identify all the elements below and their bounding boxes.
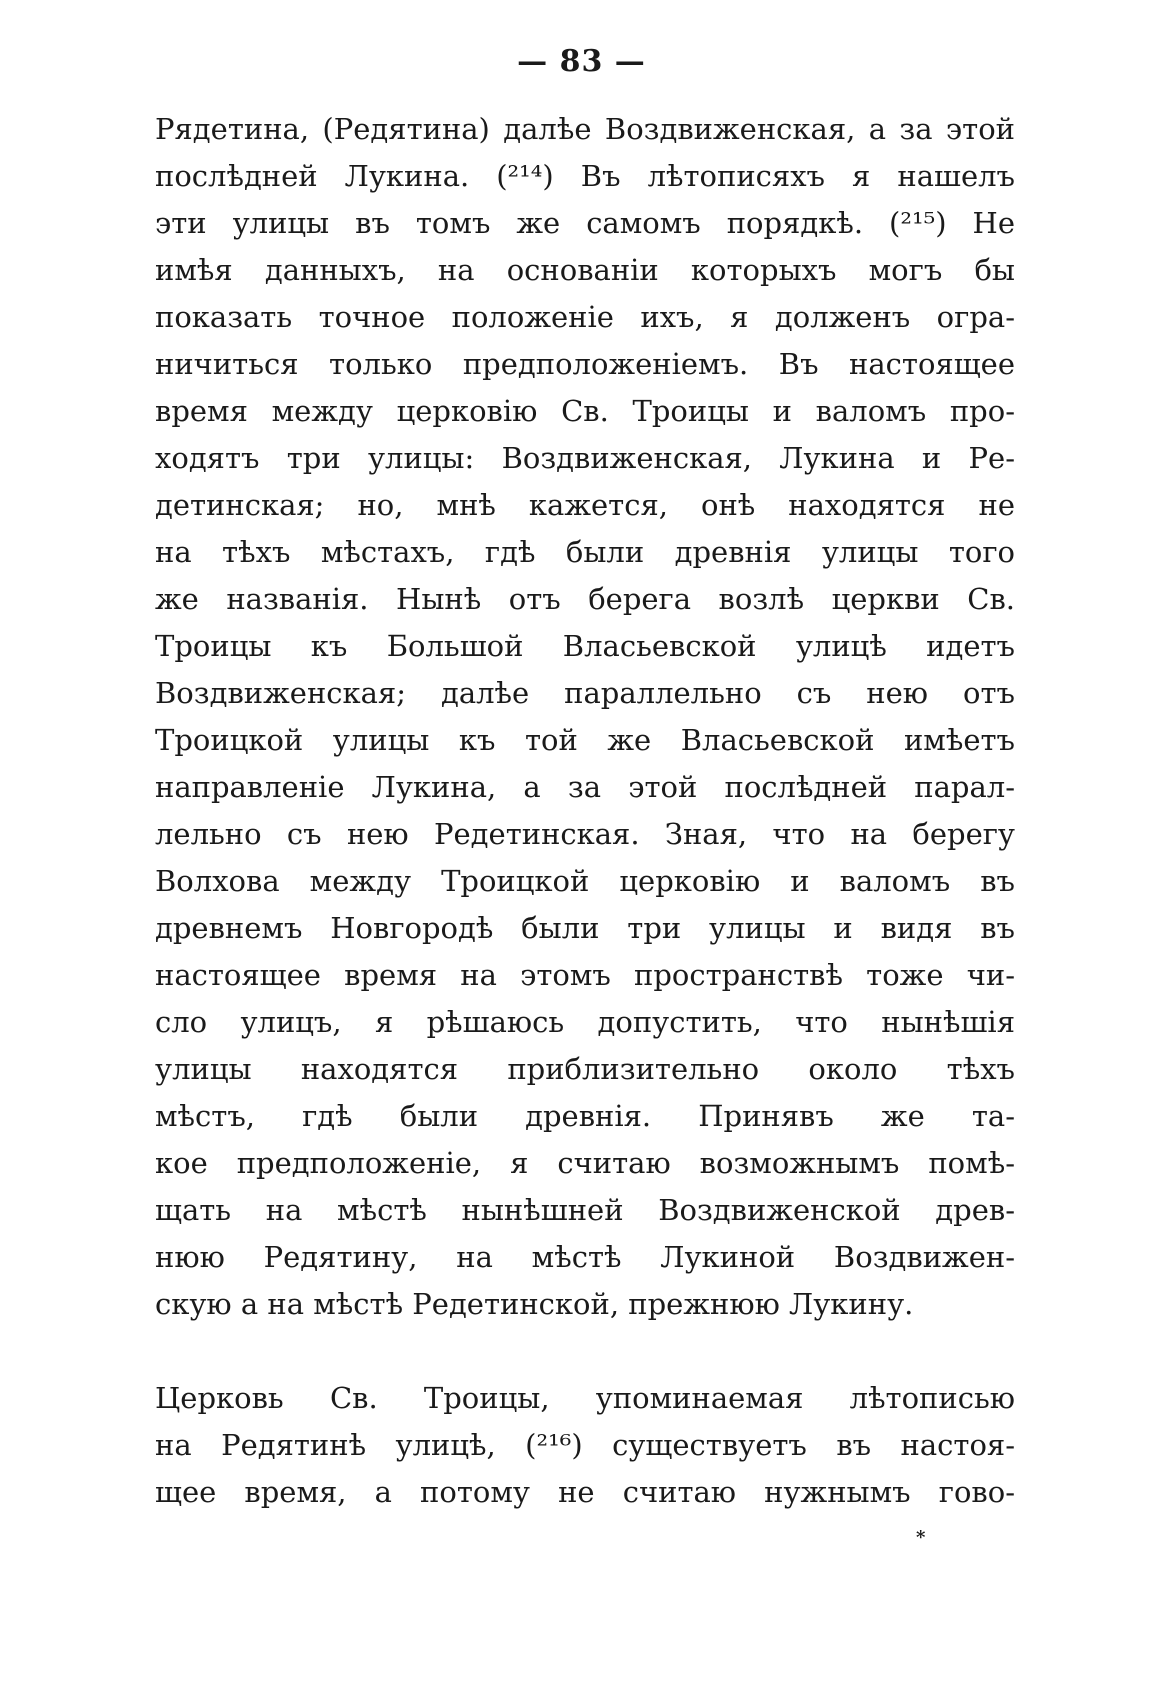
text-line: Волхова между Троицкой церковію и валомъ въ [155,864,1015,898]
text-line: щать на мѣстѣ нынѣшней Воздвиженской древ- [155,1193,1015,1227]
text-line: настоящее время на этомъ пространствѣ тоже чи- [155,958,1015,992]
text-line: ходятъ три улицы: Воздвиженская, Лукина и Ре- [155,441,1015,475]
text-line: детинская; но, мнѣ кажется, онѣ находятся не [155,488,1015,522]
text-line: улицы находятся приблизительно около тѣхъ [155,1052,1015,1086]
text-line: Воздвиженская; далѣе параллельно съ нею отъ [155,676,1015,710]
text-line: нюю Редятину, на мѣстѣ Лукиной Воздвижен- [155,1240,1015,1274]
text-line: кое предположеніе, я считаю возможнымъ помѣ- [155,1146,1015,1180]
text-line: Рядетина, (Редятина) далѣе Воздвиженская, а за этой [155,112,1015,146]
text-line: Церковь Св. Троицы, упоминаемая лѣтописью [155,1381,1015,1415]
text-line: сло улицъ, я рѣшаюсь допустить, что нынѣшія [155,1005,1015,1039]
text-line: ничиться только предположеніемъ. Въ настоящее [155,347,1015,381]
text-line: же названія. Нынѣ отъ берега возлѣ церкви Св. [155,582,1015,616]
text-line: Троицкой улицы къ той же Власьевской имѣетъ [155,723,1015,757]
text-line: мѣстъ, гдѣ были древнія. Принявъ же та- [155,1099,1015,1133]
paragraph-2 [155,1375,1015,1516]
text-line: имѣя данныхъ, на основаніи которыхъ могъ бы [155,253,1015,287]
text-line: на Редятинѣ улицѣ, (²¹⁶) существуетъ въ настоя- [155,1428,1015,1462]
body-text [155,106,1015,1516]
text-line: Троицы къ Большой Власьевской улицѣ идетъ [155,629,1015,663]
printer-mark: * [916,1527,926,1548]
text-line: щее время, а потому не считаю нужнымъ гово- [155,1475,1015,1509]
text-line: скую а на мѣстѣ Редетинской, прежнюю Лукину. [155,1287,914,1321]
text-line: эти улицы въ томъ же самомъ порядкѣ. (²¹⁵) Не [155,206,1015,240]
text-line: время между церковію Св. Троицы и валомъ про- [155,394,1015,428]
page-number: — 83 — [517,44,646,79]
text-line: лельно съ нею Редетинская. Зная, что на берегу [155,817,1015,851]
paragraph-gap [155,1328,1015,1375]
text-line: направленіе Лукина, а за этой послѣдней парал- [155,770,1015,804]
paragraph-1 [155,106,1015,1328]
text-line: показать точное положеніе ихъ, я долженъ огра- [155,300,1015,334]
text-line: древнемъ Новгородѣ были три улицы и видя въ [155,911,1015,945]
text-line: на тѣхъ мѣстахъ, гдѣ были древнія улицы того [155,535,1015,569]
text-line: послѣдней Лукина. (²¹⁴) Въ лѣтописяхъ я нашелъ [155,159,1015,193]
